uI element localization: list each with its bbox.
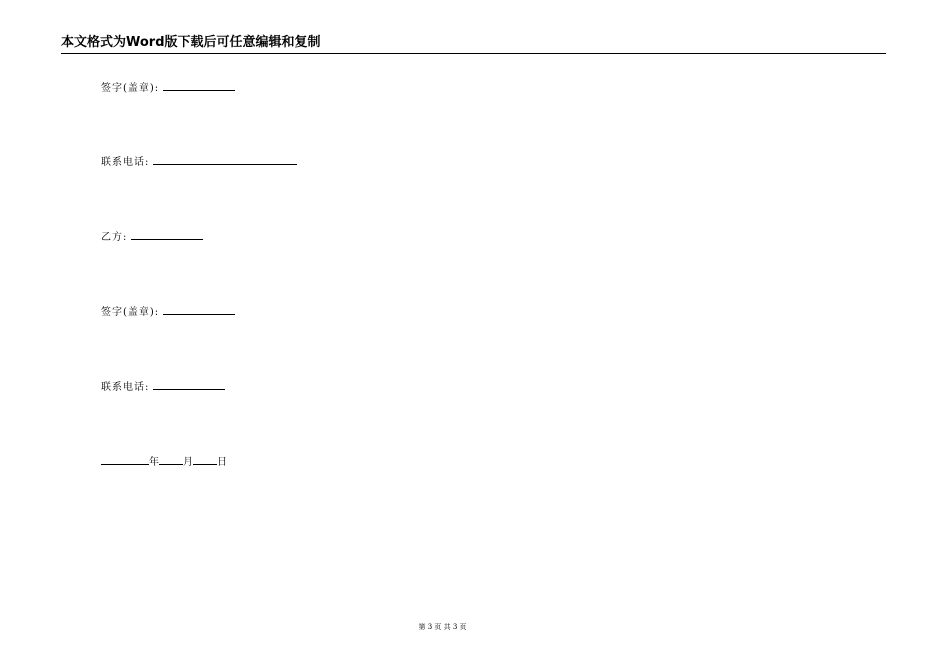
header-title: 本文格式为Word版下载后可任意编辑和复制	[61, 35, 321, 50]
month-blank	[159, 453, 183, 465]
month-label: 月	[183, 457, 193, 468]
phone-blank	[153, 153, 297, 165]
phone-label: 联系电话:	[101, 157, 150, 168]
day-label: 日	[217, 457, 227, 468]
phone-line-party-a	[101, 153, 297, 170]
signature-label: 签字(盖章):	[101, 307, 160, 318]
signature-line-party-a	[101, 79, 235, 96]
year-blank	[101, 453, 149, 465]
signature-blank	[163, 303, 235, 315]
date-line	[101, 453, 227, 470]
party-b-blank	[131, 228, 203, 240]
page-header	[61, 35, 886, 54]
page-number: 第 3 页 共 3 页	[418, 623, 467, 631]
day-blank	[193, 453, 217, 465]
phone-label: 联系电话:	[101, 382, 150, 393]
party-b-line	[101, 228, 203, 245]
page-footer	[0, 622, 885, 632]
signature-line-party-b	[101, 303, 235, 320]
signature-blank	[163, 79, 235, 91]
signature-label: 签字(盖章):	[101, 83, 160, 94]
phone-blank	[153, 378, 225, 390]
year-label: 年	[149, 457, 159, 468]
party-b-label: 乙方:	[101, 232, 128, 243]
phone-line-party-b	[101, 378, 225, 395]
